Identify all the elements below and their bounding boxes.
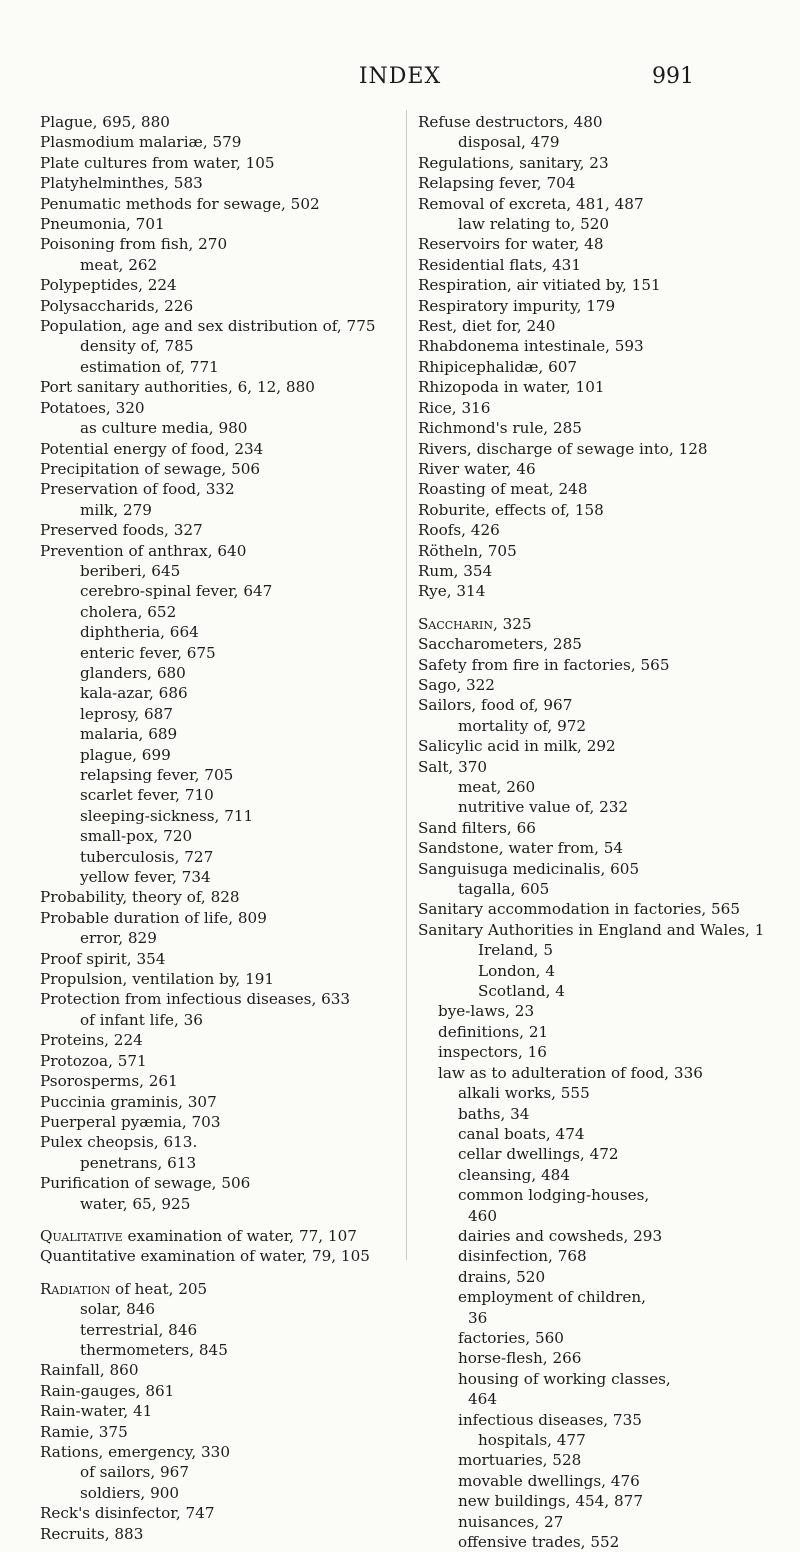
index-entry [418, 655, 790, 675]
index-entry [40, 1299, 396, 1319]
index-entry [418, 1104, 790, 1124]
index-entry [40, 724, 396, 744]
index-entry [418, 112, 790, 132]
entry-text: cerebro-spinal fever, 647 [80, 582, 273, 601]
index-entry [418, 1410, 790, 1430]
entry-text: Rhipicephalidæ, 607 [418, 357, 578, 376]
entry-text: Ramie, 375 [40, 1422, 128, 1441]
left-column [40, 112, 396, 1544]
entry-text: movable dwellings, 476 [458, 1471, 640, 1490]
entry-text: Polysaccharids, 226 [40, 296, 194, 315]
index-entry [418, 234, 790, 254]
index-entry [40, 1132, 396, 1152]
section-lead-word: Saccharin [418, 614, 493, 633]
entry-text: yellow fever, 734 [80, 868, 211, 887]
entry-text: Roburite, effects of, 158 [418, 500, 604, 519]
entry-text: Protozoa, 571 [40, 1051, 147, 1070]
entry-text: Sandstone, water from, 54 [418, 839, 624, 858]
entry-text: leprosy, 687 [80, 704, 173, 723]
entry-text: Sailors, food of, 967 [418, 696, 573, 715]
index-entry [418, 940, 790, 960]
entry-text: law relating to, 520 [458, 215, 610, 234]
index-entry [418, 879, 790, 899]
index-entry [40, 377, 396, 397]
entry-text: inspectors, 16 [438, 1043, 547, 1062]
index-entry [40, 928, 396, 948]
index-entry [40, 908, 396, 928]
entry-text: Refuse destructors, 480 [418, 113, 603, 131]
entry-text: relapsing fever, 705 [80, 766, 234, 784]
index-entry [418, 899, 790, 919]
entry-text: Rations, emergency, 330 [40, 1443, 231, 1461]
index-entry [418, 214, 790, 234]
entry-text: law as to adulteration of food, 336 [438, 1063, 703, 1082]
index-entry [418, 1471, 790, 1491]
entry-text: Saccharometers, 285 [418, 635, 582, 654]
index-entry [40, 112, 396, 132]
index-entry [40, 357, 396, 377]
entry-text: infectious diseases, 735 [458, 1410, 642, 1429]
entry-text: housing of working classes, [458, 1369, 671, 1388]
index-entry [40, 520, 396, 540]
entry-text: Rain-water, 41 [40, 1402, 153, 1421]
section-gap [40, 1214, 396, 1226]
index-entry [418, 357, 790, 377]
index-entry [418, 1369, 790, 1389]
index-entry [418, 818, 790, 838]
index-entry [418, 1022, 790, 1042]
entry-text: cleansing, 484 [458, 1165, 570, 1184]
entry-text: of sailors, 967 [80, 1463, 189, 1482]
entry-text: diphtheria, 664 [80, 623, 199, 642]
entry-text: Poisoning from fish, 270 [40, 235, 228, 254]
index-entry [418, 1042, 790, 1062]
entry-text: Plasmodium malariæ, 579 [40, 133, 242, 152]
entry-text: dairies and cowsheds, 293 [458, 1226, 663, 1245]
index-entry [40, 826, 396, 846]
entry-text: definitions, 21 [438, 1022, 549, 1041]
entry-text: Rye, 314 [418, 582, 486, 601]
entry-text: Rhizopoda in water, 101 [418, 378, 605, 397]
index-entry [418, 561, 790, 581]
entry-text: error, 829 [80, 929, 157, 948]
entry-text: milk, 279 [80, 500, 152, 519]
index-entry [418, 797, 790, 817]
index-entry [40, 1194, 396, 1214]
entry-text: Penumatic methods for sewage, 502 [40, 194, 320, 213]
index-entry [418, 275, 790, 295]
page-title: INDEX [358, 64, 442, 89]
index-entry [40, 1246, 396, 1266]
index-entry [40, 602, 396, 622]
index-entry [418, 439, 790, 459]
entry-text: nutritive value of, 232 [458, 798, 629, 817]
entry-text: examination of water, 77, 107 [122, 1226, 357, 1245]
entry-text: Scotland, 4 [478, 982, 565, 1001]
entry-text: Rain-gauges, 861 [40, 1381, 175, 1400]
index-entry [40, 132, 396, 152]
entry-text: Propulsion, ventilation by, 191 [40, 970, 275, 989]
index-entry [418, 961, 790, 981]
entry-text: canal boats, 474 [458, 1124, 585, 1143]
index-entry [40, 459, 396, 479]
entry-text: Platyhelminthes, 583 [40, 174, 203, 193]
entry-text: Purification of sewage, 506 [40, 1174, 251, 1193]
index-entry [40, 296, 396, 316]
entry-text: as culture media, 980 [80, 419, 248, 438]
entry-text: scarlet fever, 710 [80, 786, 214, 805]
entry-text: estimation of, 771 [80, 357, 219, 376]
index-entry [418, 695, 790, 715]
entry-text: small-pox, 720 [80, 827, 193, 846]
index-entry [418, 838, 790, 858]
entry-text: Quantitative examination of water, 79, 105 [40, 1247, 370, 1266]
entry-text: Salt, 370 [418, 757, 488, 776]
entry-text: water, 65, 925 [80, 1194, 191, 1213]
entry-text: Ireland, 5 [478, 941, 553, 960]
section-gap [40, 1267, 396, 1279]
index-entry [40, 1071, 396, 1091]
section-lead-word: Radiation [40, 1279, 111, 1298]
entry-text: kala-azar, 686 [80, 684, 188, 703]
entry-text: Rainfall, 860 [40, 1361, 139, 1380]
index-entry [40, 500, 396, 520]
index-entry [418, 1206, 790, 1226]
entry-text: plague, 699 [80, 745, 171, 764]
entry-text: 460 [468, 1206, 497, 1225]
entry-text: Psorosperms, 261 [40, 1072, 178, 1091]
index-entry [418, 1287, 790, 1307]
index-entry [418, 1246, 790, 1266]
entry-text: new buildings, 454, 877 [458, 1492, 643, 1511]
index-entry [40, 765, 396, 785]
index-entry [418, 296, 790, 316]
entry-text: Relapsing fever, 704 [418, 174, 576, 193]
entry-text: hospitals, 477 [478, 1431, 586, 1449]
entry-text: Precipitation of sewage, 506 [40, 459, 261, 478]
index-entry [418, 1348, 790, 1368]
index-entry [418, 479, 790, 499]
index-entry [418, 1491, 790, 1511]
entry-text: cellar dwellings, 472 [458, 1145, 619, 1164]
entry-text: baths, 34 [458, 1104, 530, 1123]
index-entry [40, 194, 396, 214]
index-entry [40, 1320, 396, 1340]
index-entry [40, 1010, 396, 1030]
index-entry [40, 336, 396, 356]
entry-text: Rhabdonema intestinale, 593 [418, 337, 644, 356]
index-entry [418, 1389, 790, 1409]
entry-text: tagalla, 605 [458, 880, 550, 899]
index-entry [418, 1185, 790, 1205]
entry-text: Pulex cheopsis, 613. [40, 1133, 198, 1152]
index-entry [418, 316, 790, 336]
entry-text: Safety from fire in factories, 565 [418, 655, 670, 674]
entry-text: Preserved foods, 327 [40, 521, 203, 540]
index-entry [418, 1267, 790, 1287]
index-entry [418, 173, 790, 193]
entry-text: meat, 262 [80, 255, 158, 274]
index-entry [40, 1153, 396, 1173]
entry-text: drains, 520 [458, 1267, 546, 1286]
index-entry [40, 887, 396, 907]
index-entry [40, 275, 396, 295]
entry-text: mortuaries, 528 [458, 1451, 582, 1470]
index-entry [40, 622, 396, 642]
index-entry [40, 1524, 396, 1544]
index-entry [418, 1512, 790, 1532]
index-entry [40, 439, 396, 459]
entry-text: terrestrial, 846 [80, 1320, 198, 1339]
index-entry [40, 1092, 396, 1112]
index-entry [40, 581, 396, 601]
index-entry [418, 194, 790, 214]
entry-text: Probability, theory of, 828 [40, 888, 240, 907]
entry-text: Sanitary Authorities in England and Wales, 1 [418, 920, 765, 939]
index-entry [40, 1360, 396, 1380]
entry-text: Proteins, 224 [40, 1031, 143, 1050]
index-entry [418, 132, 790, 152]
entry-text: common lodging-houses, [458, 1186, 650, 1205]
entry-text: Rötheln, 705 [418, 541, 517, 560]
index-entry [418, 1124, 790, 1144]
entry-text: cholera, 652 [80, 602, 177, 621]
entry-text: beriberi, 645 [80, 561, 181, 580]
right-column [418, 112, 790, 1552]
index-entry [40, 745, 396, 765]
index-entry [40, 949, 396, 969]
page-number: 991 [652, 64, 694, 89]
entry-text: Rest, diet for, 240 [418, 317, 556, 336]
index-entry [418, 418, 790, 438]
entry-text: of infant life, 36 [80, 1010, 203, 1029]
entry-text: Plague, 695, 880 [40, 113, 170, 131]
index-entry [40, 847, 396, 867]
index-entry [40, 561, 396, 581]
index-entry [40, 1030, 396, 1050]
entry-text: nuisances, 27 [458, 1512, 564, 1531]
index-entry [40, 153, 396, 173]
index-entry [418, 541, 790, 561]
index-entry [40, 1401, 396, 1421]
index-entry [418, 1001, 790, 1021]
entry-text: Proof spirit, 354 [40, 949, 166, 968]
entry-text: glanders, 680 [80, 663, 186, 682]
entry-text: employment of children, [458, 1288, 646, 1307]
index-entry [40, 1503, 396, 1523]
entry-text: Population, age and sex distribution of, 775 [40, 317, 376, 336]
index-entry [40, 255, 396, 275]
entry-text: Sago, 322 [418, 675, 495, 694]
column-divider [406, 110, 407, 1260]
index-entry [40, 1442, 396, 1462]
entry-text: 464 [468, 1390, 497, 1409]
entry-text: Prevention of anthrax, 640 [40, 541, 247, 560]
entry-text: Potential energy of food, 234 [40, 439, 264, 458]
index-entry [40, 214, 396, 234]
index-entry [418, 757, 790, 777]
index-entry [418, 1083, 790, 1103]
index-entry [418, 777, 790, 797]
index-entry [40, 1340, 396, 1360]
index-entry [40, 1051, 396, 1071]
index-entry [418, 581, 790, 601]
index-entry [40, 663, 396, 683]
entry-text: Removal of excreta, 481, 487 [418, 194, 644, 213]
entry-text: Respiration, air vitiated by, 151 [418, 276, 661, 295]
entry-text: Protection from infectious diseases, 633 [40, 990, 351, 1009]
entry-text: sleeping-sickness, 711 [80, 806, 254, 825]
entry-text: factories, 560 [458, 1328, 564, 1347]
entry-text: disposal, 479 [458, 133, 560, 152]
entry-text: Reservoirs for water, 48 [418, 235, 604, 254]
index-entry [40, 643, 396, 663]
index-entry [40, 1462, 396, 1482]
index-entry [40, 173, 396, 193]
index-entry [418, 920, 790, 940]
index-entry [40, 398, 396, 418]
entry-text: bye-laws, 23 [438, 1002, 535, 1021]
entry-text: 36 [468, 1308, 488, 1327]
index-entry [418, 1328, 790, 1348]
index-entry [418, 1165, 790, 1185]
entry-text: horse-flesh, 266 [458, 1349, 582, 1368]
entry-text: malaria, 689 [80, 725, 178, 744]
index-entry [40, 1483, 396, 1503]
entry-text: Potatoes, 320 [40, 398, 145, 417]
index-entry [418, 336, 790, 356]
index-entry [418, 255, 790, 275]
index-entry [418, 981, 790, 1001]
entry-text: Sanguisuga medicinalis, 605 [418, 859, 640, 878]
entry-text: Regulations, sanitary, 23 [418, 153, 609, 172]
entry-text: solar, 846 [80, 1300, 156, 1319]
entry-text: enteric fever, 675 [80, 643, 216, 662]
index-entry [40, 1112, 396, 1132]
index-entry [418, 1450, 790, 1470]
index-entry [40, 989, 396, 1009]
index-entry [418, 1532, 790, 1552]
index-entry [40, 683, 396, 703]
index-entry [40, 1381, 396, 1401]
entry-text: Puccinia graminis, 307 [40, 1092, 217, 1111]
entry-text: Respiratory impurity, 179 [418, 296, 616, 315]
index-entry [40, 969, 396, 989]
index-entry [418, 675, 790, 695]
index-entry [40, 541, 396, 561]
index-entry [40, 806, 396, 826]
entry-text: meat, 260 [458, 778, 536, 796]
index-entry [418, 1144, 790, 1164]
entry-text: Probable duration of life, 809 [40, 908, 267, 927]
entry-text: alkali works, 555 [458, 1084, 590, 1103]
index-entry [418, 1308, 790, 1328]
entry-text: tuberculosis, 727 [80, 847, 214, 866]
entry-text: Reck's disinfector, 747 [40, 1504, 215, 1523]
entry-text: Polypeptides, 224 [40, 276, 177, 295]
section-lead-word: Qualitative [40, 1226, 123, 1245]
index-entry [40, 1422, 396, 1442]
index-entry [40, 785, 396, 805]
entry-text: offensive trades, 552 [458, 1533, 620, 1552]
index-entry [40, 1173, 396, 1193]
entry-text: Sanitary accommodation in factories, 565 [418, 900, 741, 919]
entry-text: of heat, 205 [110, 1279, 208, 1298]
index-entry [40, 418, 396, 438]
index-entry [40, 479, 396, 499]
index-entry [418, 1063, 790, 1083]
index-entry [418, 1430, 790, 1450]
entry-text: Recruits, 883 [40, 1524, 144, 1543]
index-entry [418, 520, 790, 540]
index-entry [40, 316, 396, 336]
entry-text: Puerperal pyæmia, 703 [40, 1112, 221, 1131]
entry-text: Pneumonia, 701 [40, 215, 165, 234]
index-entry [40, 1226, 396, 1246]
entry-text: thermometers, 845 [80, 1340, 228, 1359]
index-entry [40, 234, 396, 254]
entry-text: Residential flats, 431 [418, 255, 581, 274]
entry-text: Salicylic acid in milk, 292 [418, 737, 616, 756]
entry-text: Rum, 354 [418, 561, 493, 580]
index-entry [40, 867, 396, 887]
entry-text: density of, 785 [80, 337, 194, 356]
index-entry [418, 716, 790, 736]
index-entry [418, 634, 790, 654]
entry-text: Preservation of food, 332 [40, 480, 235, 499]
index-entry [40, 704, 396, 724]
index-entry [418, 377, 790, 397]
entry-text: Sand filters, 66 [418, 818, 536, 837]
index-entry [418, 398, 790, 418]
index-entry [418, 500, 790, 520]
index-entry [418, 736, 790, 756]
entry-text: Rivers, discharge of sewage into, 128 [418, 439, 708, 458]
entry-text: disinfection, 768 [458, 1247, 587, 1266]
entry-text: Port sanitary authorities, 6, 12, 880 [40, 378, 315, 397]
entry-text: Richmond's rule, 285 [418, 419, 582, 438]
index-entry [418, 459, 790, 479]
entry-text: Roofs, 426 [418, 521, 500, 540]
index-entry [418, 614, 790, 634]
entry-text: London, 4 [478, 961, 555, 980]
index-entry [418, 153, 790, 173]
entry-text: soldiers, 900 [80, 1483, 180, 1502]
section-gap [418, 602, 790, 614]
entry-text: Plate cultures from water, 105 [40, 153, 275, 172]
entry-text: , 325 [492, 614, 532, 633]
entry-text: mortality of, 972 [458, 716, 587, 735]
index-entry [418, 859, 790, 879]
entry-text: penetrans, 613 [80, 1153, 197, 1172]
index-entry [418, 1226, 790, 1246]
entry-text: Rice, 316 [418, 398, 491, 417]
index-entry [40, 1279, 396, 1299]
entry-text: River water, 46 [418, 459, 536, 478]
entry-text: Roasting of meat, 248 [418, 480, 588, 499]
